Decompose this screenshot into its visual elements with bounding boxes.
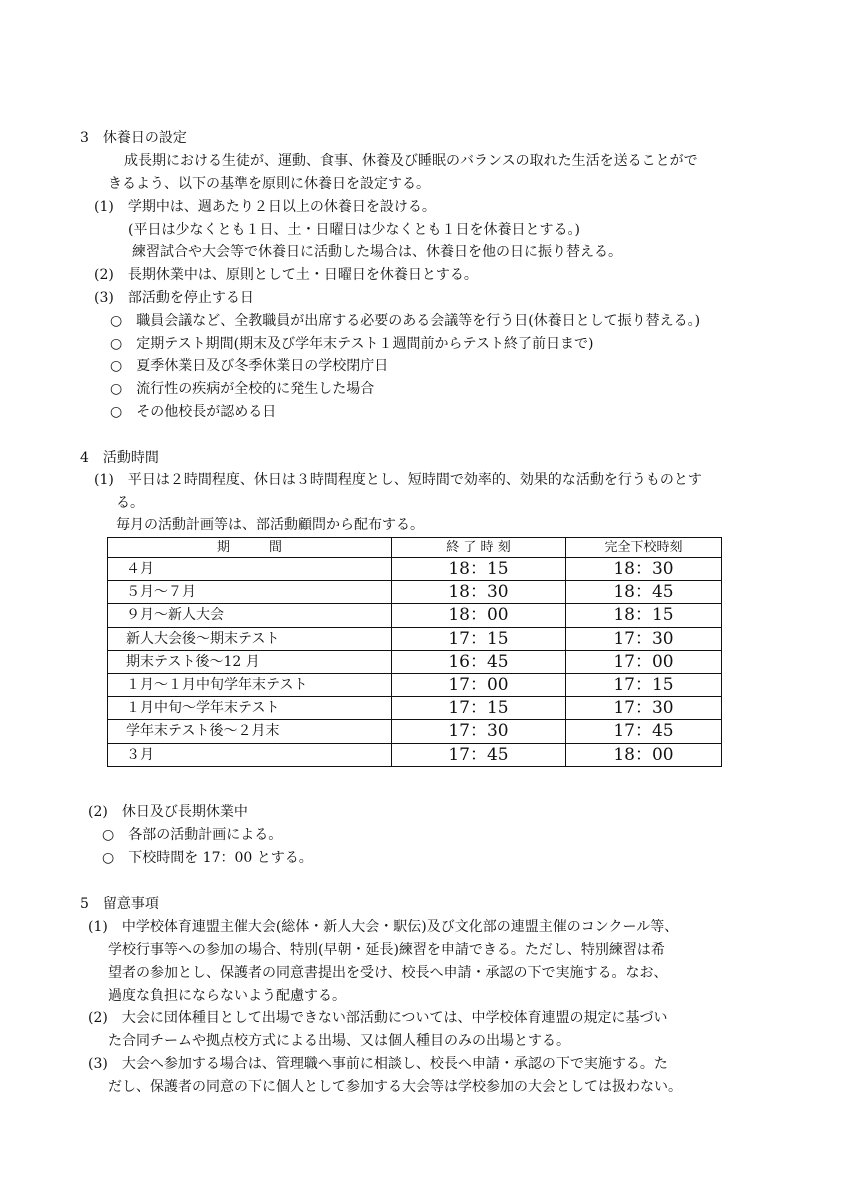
stop-day-4: ○ 流行性の疾病が全校的に発生した場合: [110, 381, 375, 397]
period-cell: 期末テスト後～12 月: [108, 650, 392, 673]
table-row: [108, 627, 722, 650]
header-leave-time: 完全下校時刻: [566, 538, 722, 558]
section-3-item-1: (1) 学期中は、週あたり２日以上の休養日を設ける。: [94, 199, 436, 215]
leave-time-cell: 17：45: [566, 720, 722, 743]
period-cell: ３月: [108, 743, 392, 766]
leave-time-cell: 17：15: [566, 673, 722, 696]
section-5-item-2-line-2: た合同チームや拠点校方式による出場、又は個人種目のみの出場とする。: [108, 1033, 570, 1049]
leave-time-cell: 18：00: [566, 743, 722, 766]
table-row: [108, 673, 722, 696]
section-3-item-1-transfer: 練習試合や大会等で休養日に活動した場合は、休養日を他の日に振り替える。: [132, 244, 622, 260]
period-cell: ５月～７月: [108, 581, 392, 604]
section-3-item-3: (3) 部活動を停止する日: [94, 290, 254, 306]
end-time-cell: 17：15: [392, 627, 566, 650]
section-3-intro-line-2: きるよう、以下の基準を原則に休養日を設定する。: [108, 176, 430, 192]
table-row: [108, 743, 722, 766]
header-period: 期 間: [108, 538, 392, 558]
period-cell: ９月～新人大会: [108, 604, 392, 627]
end-time-cell: 16：45: [392, 650, 566, 673]
section-3-item-2: (2) 長期休業中は、原則として土・日曜日を休養日とする。: [94, 267, 478, 283]
leave-time-cell: 18：45: [566, 581, 722, 604]
section-3-item-1-note: (平日は少なくとも１日、土・日曜日は少なくとも１日を休養日とする。): [128, 222, 580, 238]
leave-time-cell: 18：30: [566, 558, 722, 581]
leave-time-cell: 17：30: [566, 627, 722, 650]
end-time-cell: 17：45: [392, 743, 566, 766]
period-cell: １月中旬～学年末テスト: [108, 697, 392, 720]
section-3-intro-line-1: 成長期における生徒が、運動、食事、休養及び睡眠のバランスの取れた生活を送ることがで: [124, 153, 698, 169]
table-row: [108, 697, 722, 720]
section-5-item-1-line-1: (1) 中学校体育連盟主催大会(総体・新人大会・駅伝)及び文化部の連盟主催のコンクール等、: [88, 919, 679, 935]
holiday-point-2: ○ 下校時間を 17：00 とする。: [102, 850, 313, 866]
section-4-item-2: (2) 休日及び長期休業中: [88, 804, 248, 820]
end-time-cell: 17：30: [392, 720, 566, 743]
period-cell: １月～１月中旬学年末テスト: [108, 673, 392, 696]
section-5-item-1-line-2: 学校行事等への参加の場合、特別(早朝・延長)練習を申請できる。ただし、特別練習は希: [108, 942, 665, 958]
section-5-item-3-line-1: (3) 大会へ参加する場合は、管理職へ事前に相談し、校長へ申請・承認の下で実施する。た: [88, 1056, 668, 1072]
leave-time-cell: 18：15: [566, 604, 722, 627]
table-row: [108, 581, 722, 604]
end-time-cell: 18：15: [392, 558, 566, 581]
section-5-item-1-line-4: 過度な負担にならないよう配慮する。: [108, 988, 346, 1004]
stop-day-3: ○ 夏季休業日及び冬季休業日の学校閉庁日: [110, 358, 389, 374]
end-time-cell: 17：15: [392, 697, 566, 720]
activity-time-table: [107, 537, 722, 767]
table-row: [108, 558, 722, 581]
table-row: [108, 604, 722, 627]
end-time-cell: 17：00: [392, 673, 566, 696]
section-5-item-2-line-1: (2) 大会に団体種目として出場できない部活動については、中学校体育連盟の規定に基づい: [88, 1010, 668, 1026]
table-row: [108, 720, 722, 743]
end-time-cell: 18：30: [392, 581, 566, 604]
stop-day-2: ○ 定期テスト期間(期末及び学年末テスト１週間前からテスト終了前日まで): [110, 336, 594, 352]
section-4-heading: 4 活動時間: [80, 450, 159, 466]
table-header-row: [108, 538, 722, 558]
section-4-item-1-line-3: 毎月の活動計画等は、部活動顧問から配布する。: [116, 517, 424, 533]
stop-day-5: ○ その他校長が認める日: [110, 404, 277, 420]
stop-day-1: ○ 職員会議など、全教職員が出席する必要のある会議等を行う日(休養日として振り替える。): [110, 313, 701, 329]
end-time-cell: 18：00: [392, 604, 566, 627]
leave-time-cell: 17：30: [566, 697, 722, 720]
period-cell: ４月: [108, 558, 392, 581]
section-5-heading: 5 留意事項: [80, 896, 159, 912]
header-end-time: 終 了 時 刻: [392, 538, 566, 558]
section-4-item-1-line-2: る。: [116, 495, 144, 511]
period-cell: 学年末テスト後～２月末: [108, 720, 392, 743]
section-3-heading: 3 休養日の設定: [80, 130, 187, 146]
section-4-item-1-line-1: (1) 平日は２時間程度、休日は３時間程度とし、短時間で効率的、効果的な活動を行うものとす: [94, 472, 702, 488]
holiday-point-1: ○ 各部の活動計画による。: [102, 827, 283, 843]
period-cell: 新人大会後～期末テスト: [108, 627, 392, 650]
table-row: [108, 650, 722, 673]
leave-time-cell: 17：00: [566, 650, 722, 673]
section-5-item-1-line-3: 望者の参加とし、保護者の同意書提出を受け、校長へ申請・承認の下で実施する。なお、: [108, 965, 668, 981]
section-5-item-3-line-2: だし、保護者の同意の下に個人として参加する大会等は学校参加の大会としては扱わない。: [108, 1079, 682, 1095]
